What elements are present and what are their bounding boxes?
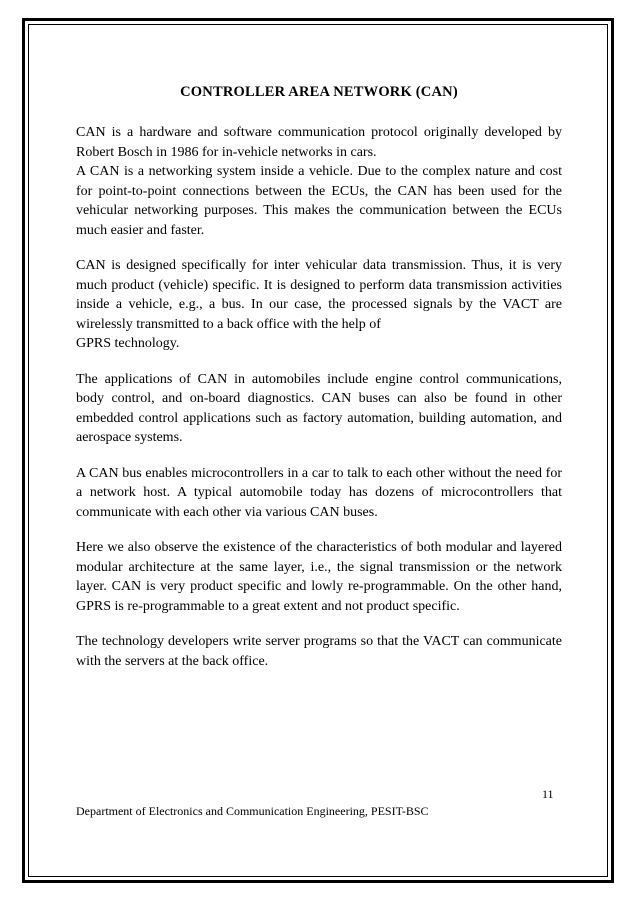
paragraph-4 [76,464,562,523]
paragraph-5 [76,538,562,616]
paragraph-3 [76,370,562,448]
page-footer: Department of Electronics and Communication Engineering, PESIT-BSC [76,804,429,818]
paragraph-6 [76,632,562,671]
paragraph-line: GPRS technology. [76,336,180,351]
paragraph-line: A CAN bus enables microcontrollers in a car to talk to each other without the need for a network host. A typical automobile today has dozens of microcontrollers that communicate with each other via various CAN buses. [76,465,562,520]
page-number: 11 [542,787,554,801]
paragraph-2 [76,256,562,354]
paragraph-line: The technology developers write server programs so that the VACT can communicate with the servers at the back office. [76,634,562,669]
page-content [76,84,562,687]
paragraph-line: CAN is designed specifically for inter vehicular data transmission. Thus, it is very much product (vehicle) specific. It is designed to perform data transmission activities inside a vehicle, e.g., a bus. In our case, the processed signals by the VACT are wirelessly transmitted to a back office with the help of [76,258,562,332]
paragraph-line: A CAN is a networking system inside a vehicle. Due to the complex nature and cost for point-to-point connections between the ECUs, the CAN has been used for the vehicular networking purposes. This makes the communication between the ECUs much easier and faster. [76,164,562,238]
page-title: CONTROLLER AREA NETWORK (CAN) [180,84,458,100]
paragraph-line: CAN is a hardware and software communication protocol originally developed by Robert Bosch in 1986 for in-vehicle networks in cars. [76,125,562,160]
paragraph-line: Here we also observe the existence of the characteristics of both modular and layered modular architecture at the same layer, i.e., the signal transmission or the network layer. CAN is very product specific and lowly re-programmable. On the other hand, GPRS is re-programmable to a great extent and not product specific. [76,540,562,614]
paragraph-1 [76,123,562,240]
paragraph-line: The applications of CAN in automobiles include engine control communications, body control, and on-board diagnostics. CAN buses can also be found in other embedded control applications such as factory automation, building automation, and aerospace systems. [76,371,562,445]
